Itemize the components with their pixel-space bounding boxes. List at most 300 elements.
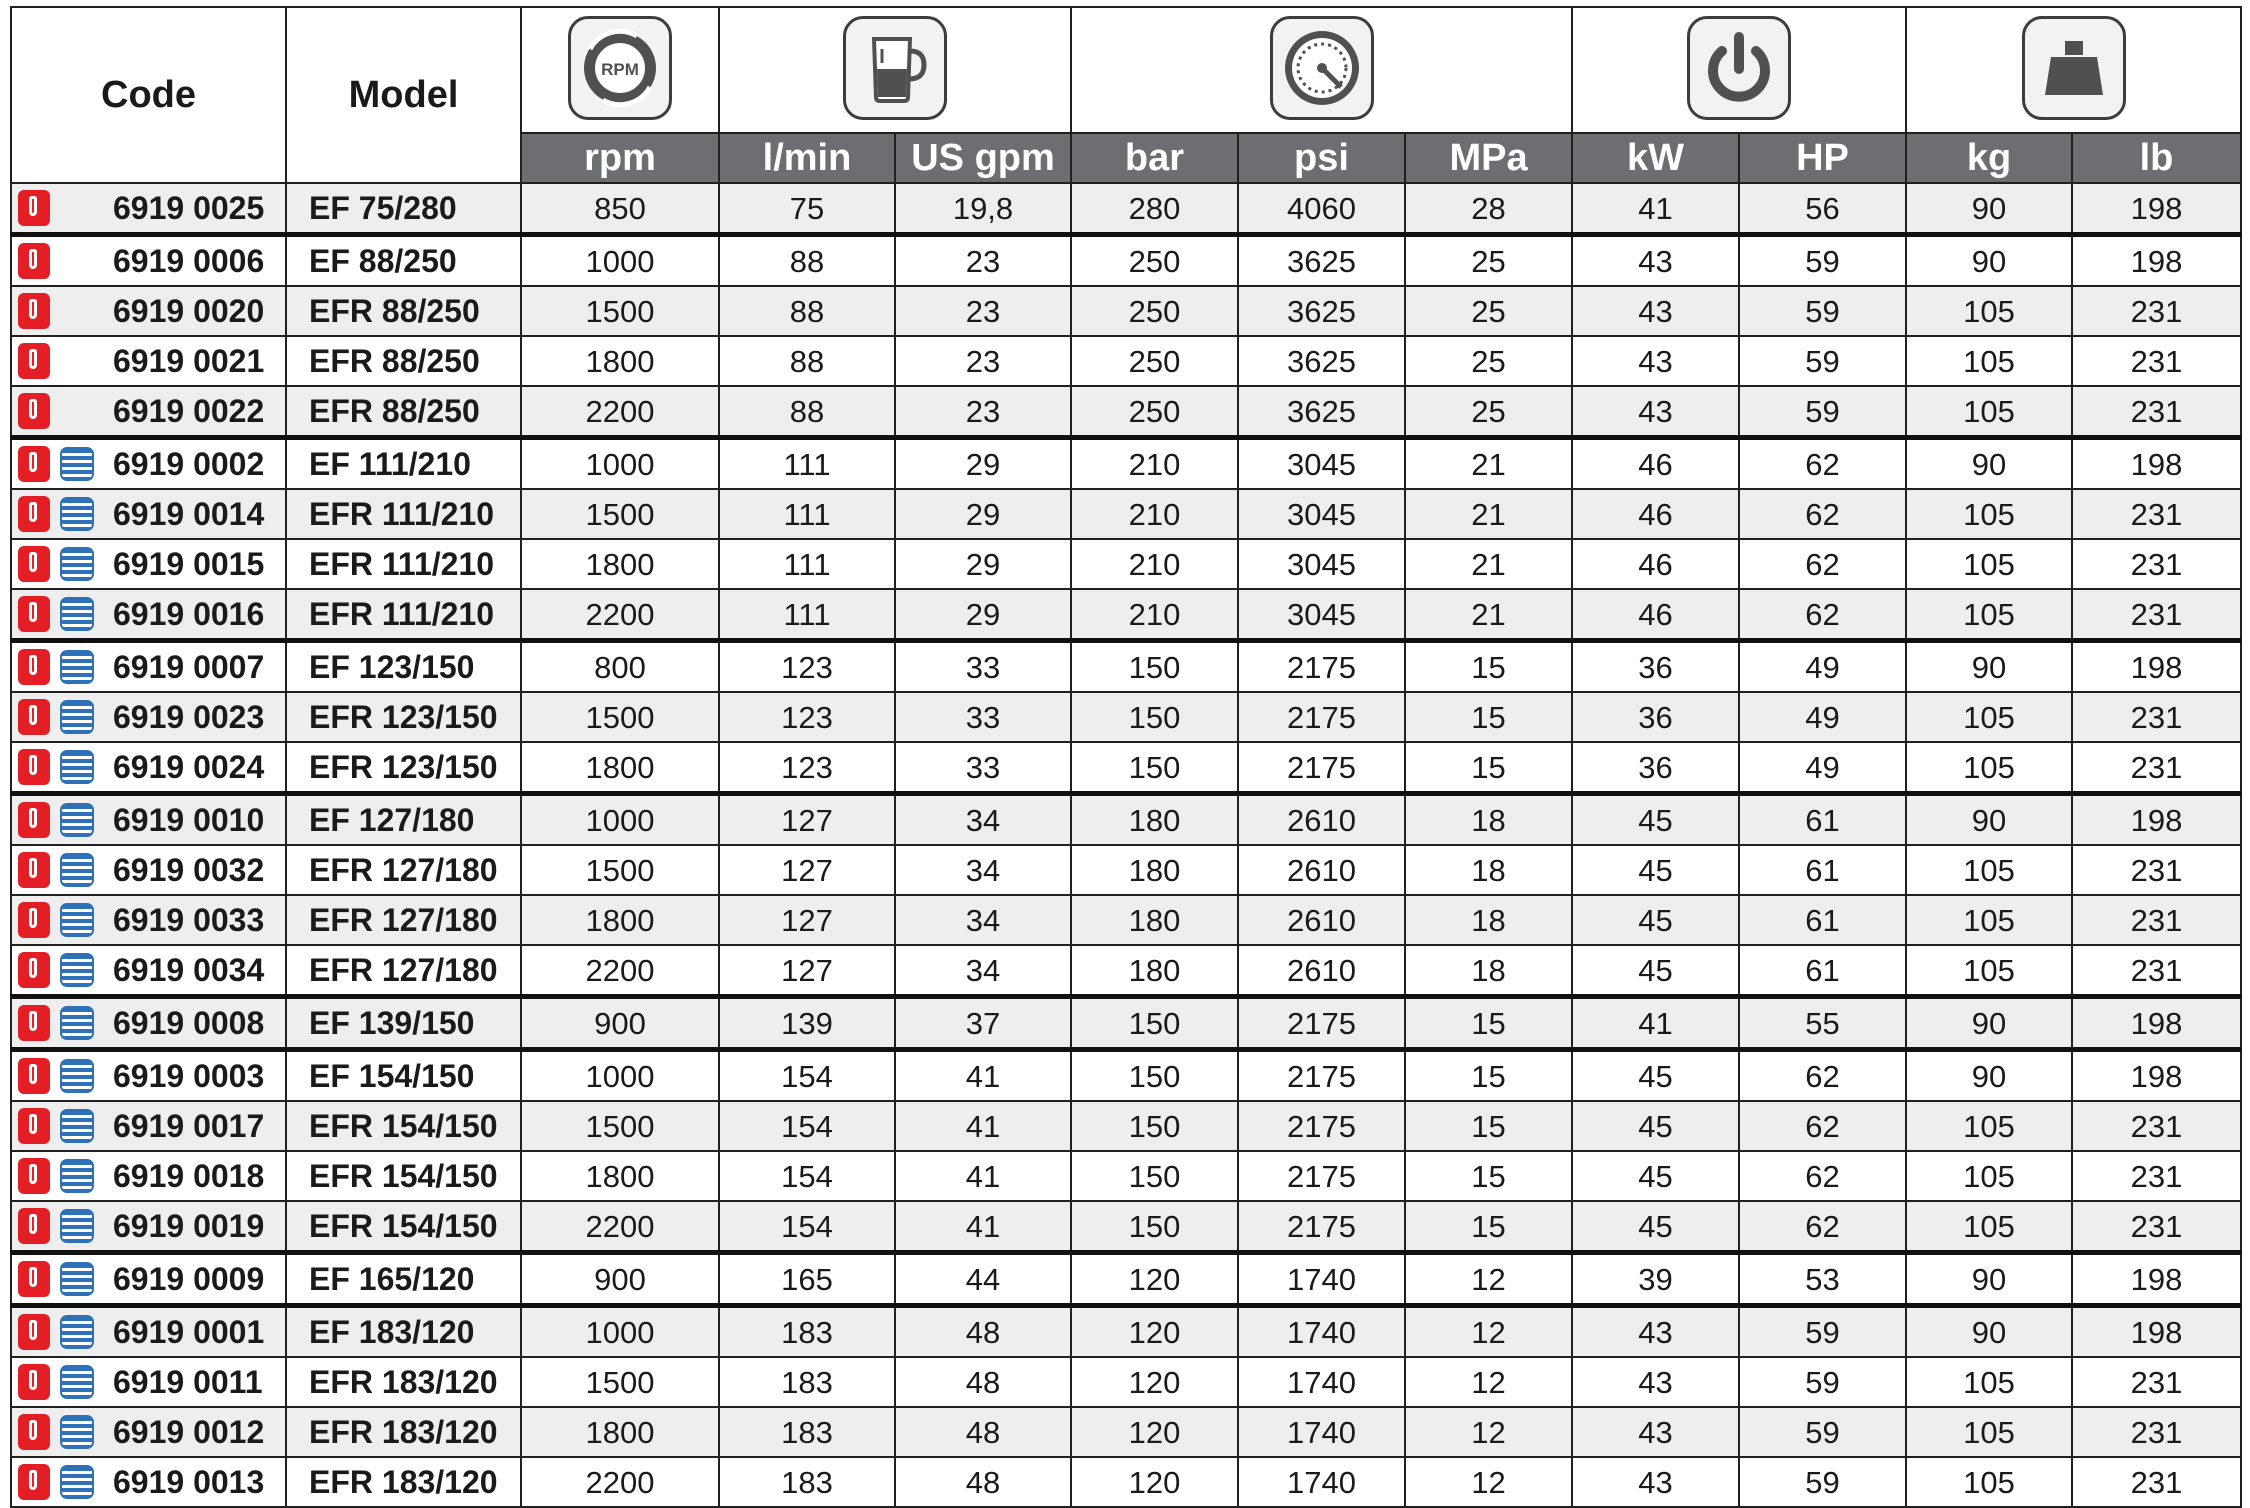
table-row: [11, 1457, 2241, 1507]
pressure-mpa-cell: 15: [1405, 1050, 1572, 1102]
power-kw-cell: 43: [1572, 286, 1739, 336]
flow-gpm-cell: 48: [895, 1407, 1071, 1457]
table-row: [11, 1306, 2241, 1358]
hot-water-icon: [18, 343, 50, 379]
cold-water-icon: [60, 1365, 94, 1399]
power-hp-cell: 61: [1739, 895, 1906, 945]
water-jug-icon: [843, 16, 947, 120]
cold-water-icon: [60, 750, 94, 784]
power-kw-cell: 36: [1572, 692, 1739, 742]
weight-kg-cell: 90: [1906, 1050, 2072, 1102]
rpm-icon: [568, 16, 672, 120]
code-text: 6919 0006: [113, 243, 265, 279]
pressure-mpa-cell: 21: [1405, 489, 1572, 539]
weight-lb-cell: 231: [2072, 1101, 2241, 1151]
pressure-mpa-cell: 28: [1405, 183, 1572, 235]
flow-lmin-cell: 154: [719, 1151, 895, 1201]
code-text: 6919 0017: [113, 1108, 265, 1144]
unit-header: US gpm: [895, 133, 1071, 183]
weight-lb-cell: 231: [2072, 489, 2241, 539]
pressure-mpa-cell: 21: [1405, 539, 1572, 589]
flow-lmin-cell: 183: [719, 1457, 895, 1507]
code-cell: [11, 1407, 286, 1457]
pressure-psi-cell: 1740: [1238, 1357, 1405, 1407]
pressure-psi-cell: 1740: [1238, 1253, 1405, 1306]
table-row: [11, 945, 2241, 997]
power-kw-cell: 45: [1572, 845, 1739, 895]
power-kw-cell: 46: [1572, 539, 1739, 589]
weight-kg-cell: 105: [1906, 1151, 2072, 1201]
pressure-psi-cell: 3045: [1238, 489, 1405, 539]
rpm-cell: 1500: [521, 845, 719, 895]
cold-water-icon: [60, 1109, 94, 1143]
code-text: 6919 0003: [113, 1058, 265, 1094]
pressure-mpa-cell: 21: [1405, 589, 1572, 641]
rpm-cell: 1500: [521, 1101, 719, 1151]
hot-water-icon: [18, 699, 50, 735]
spec-table: [10, 6, 2242, 1508]
cold-water-icon: [60, 497, 94, 531]
cold-water-icon: [60, 953, 94, 987]
rpm-cell: 1800: [521, 1151, 719, 1201]
pressure-mpa-cell: 18: [1405, 794, 1572, 846]
flow-lmin-cell: 123: [719, 742, 895, 794]
rpm-cell: 850: [521, 183, 719, 235]
model-cell: EF 165/120: [286, 1253, 521, 1306]
pressure-psi-cell: 3045: [1238, 539, 1405, 589]
weight-lb-cell: 231: [2072, 1357, 2241, 1407]
flow-gpm-cell: 33: [895, 742, 1071, 794]
power-hp-cell: 59: [1739, 336, 1906, 386]
pressure-psi-cell: 3625: [1238, 386, 1405, 438]
hot-water-icon: [18, 802, 50, 838]
unit-header: lb: [2072, 133, 2241, 183]
cold-water-icon: [60, 1059, 94, 1093]
pressure-mpa-cell: 15: [1405, 1151, 1572, 1201]
power-hp-cell: 49: [1739, 641, 1906, 693]
rpm-cell: 2200: [521, 1201, 719, 1253]
pressure-psi-cell: 3625: [1238, 286, 1405, 336]
weight-kg-cell: 105: [1906, 945, 2072, 997]
pressure-bar-cell: 180: [1071, 945, 1238, 997]
weight-kg-cell: 105: [1906, 539, 2072, 589]
code-cell: [11, 1151, 286, 1201]
table-row: [11, 794, 2241, 846]
power-kw-cell: 36: [1572, 641, 1739, 693]
hot-water-icon: [18, 952, 50, 988]
code-cell: [11, 794, 286, 846]
code-text: 6919 0018: [113, 1158, 265, 1194]
rpm-cell: 1000: [521, 235, 719, 287]
hot-water-icon: [18, 649, 50, 685]
weight-lb-cell: 198: [2072, 438, 2241, 490]
cold-water-icon: [60, 1465, 94, 1499]
model-cell: EFR 88/250: [286, 336, 521, 386]
flow-gpm-cell: 23: [895, 336, 1071, 386]
model-cell: EFR 88/250: [286, 286, 521, 336]
weight-lb-cell: 198: [2072, 794, 2241, 846]
power-kw-cell: 43: [1572, 336, 1739, 386]
pressure-psi-cell: 2175: [1238, 997, 1405, 1050]
table-row: [11, 286, 2241, 336]
weight-kg-cell: 105: [1906, 1407, 2072, 1457]
power-icon: [1687, 16, 1791, 120]
model-cell: EFR 111/210: [286, 539, 521, 589]
power-hp-cell: 62: [1739, 489, 1906, 539]
flow-gpm-cell: 41: [895, 1101, 1071, 1151]
pressure-bar-cell: 120: [1071, 1407, 1238, 1457]
weight-kg-cell: 105: [1906, 386, 2072, 438]
code-header: Code: [11, 7, 286, 183]
weight-lb-cell: 231: [2072, 386, 2241, 438]
table-body: [11, 183, 2241, 1507]
weight-kg-cell: 105: [1906, 489, 2072, 539]
flow-lmin-cell: 123: [719, 692, 895, 742]
pressure-bar-cell: 180: [1071, 794, 1238, 846]
code-text: 6919 0008: [113, 1005, 265, 1041]
code-text: 6919 0001: [113, 1314, 265, 1350]
unit-header: HP: [1739, 133, 1906, 183]
code-text: 6919 0012: [113, 1414, 265, 1450]
power-hp-cell: 49: [1739, 742, 1906, 794]
table-row: [11, 183, 2241, 235]
code-cell: [11, 539, 286, 589]
pressure-bar-cell: 150: [1071, 997, 1238, 1050]
weight-lb-cell: 231: [2072, 1457, 2241, 1507]
weight-lb-cell: 198: [2072, 1306, 2241, 1358]
table-row: [11, 539, 2241, 589]
pressure-bar-cell: 210: [1071, 489, 1238, 539]
code-cell: [11, 692, 286, 742]
model-cell: EFR 127/180: [286, 945, 521, 997]
weight-kg-cell: 105: [1906, 1201, 2072, 1253]
flow-lmin-cell: 111: [719, 589, 895, 641]
model-cell: EFR 127/180: [286, 845, 521, 895]
flow-lmin-cell: 88: [719, 286, 895, 336]
flow-gpm-cell: 34: [895, 895, 1071, 945]
unit-header: bar: [1071, 133, 1238, 183]
pressure-bar-cell: 250: [1071, 386, 1238, 438]
code-cell: [11, 1306, 286, 1358]
unit-header: kg: [1906, 133, 2072, 183]
code-cell: [11, 1457, 286, 1507]
icon-header-row: [11, 7, 2241, 133]
code-text: 6919 0034: [113, 952, 265, 988]
flow-gpm-cell: 29: [895, 539, 1071, 589]
rpm-cell: 2200: [521, 386, 719, 438]
rpm-cell: 1500: [521, 286, 719, 336]
code-text: 6919 0007: [113, 649, 265, 685]
pressure-mpa-cell: 21: [1405, 438, 1572, 490]
power-hp-cell: 55: [1739, 997, 1906, 1050]
pressure-group-header: [1071, 7, 1572, 133]
hot-water-icon: [18, 1314, 50, 1350]
power-hp-cell: 62: [1739, 589, 1906, 641]
pressure-mpa-cell: 15: [1405, 1201, 1572, 1253]
code-text: 6919 0015: [113, 546, 265, 582]
hot-water-icon: [18, 1158, 50, 1194]
flow-lmin-cell: 75: [719, 183, 895, 235]
flow-gpm-cell: 23: [895, 286, 1071, 336]
rpm-cell: 900: [521, 1253, 719, 1306]
weight-lb-cell: 198: [2072, 997, 2241, 1050]
code-cell: [11, 589, 286, 641]
weight-kg-cell: 105: [1906, 895, 2072, 945]
flow-gpm-cell: 48: [895, 1357, 1071, 1407]
power-kw-cell: 45: [1572, 1201, 1739, 1253]
pressure-bar-cell: 210: [1071, 539, 1238, 589]
power-hp-cell: 59: [1739, 1407, 1906, 1457]
pressure-mpa-cell: 12: [1405, 1306, 1572, 1358]
flow-lmin-cell: 111: [719, 489, 895, 539]
unit-header: rpm: [521, 133, 719, 183]
weight-icon: [2022, 16, 2126, 120]
weight-kg-cell: 105: [1906, 742, 2072, 794]
power-kw-cell: 45: [1572, 794, 1739, 846]
weight-kg-cell: 90: [1906, 438, 2072, 490]
model-cell: EF 75/280: [286, 183, 521, 235]
weight-lb-cell: 231: [2072, 286, 2241, 336]
pressure-bar-cell: 250: [1071, 336, 1238, 386]
pressure-bar-cell: 280: [1071, 183, 1238, 235]
flow-lmin-cell: 154: [719, 1050, 895, 1102]
weight-lb-cell: 198: [2072, 641, 2241, 693]
pressure-mpa-cell: 18: [1405, 895, 1572, 945]
power-kw-cell: 45: [1572, 895, 1739, 945]
pressure-psi-cell: 2175: [1238, 692, 1405, 742]
table-row: [11, 489, 2241, 539]
weight-group-header: [1906, 7, 2241, 133]
flow-gpm-cell: 37: [895, 997, 1071, 1050]
flow-gpm-cell: 34: [895, 945, 1071, 997]
flow-gpm-cell: 41: [895, 1201, 1071, 1253]
code-text: 6919 0019: [113, 1208, 265, 1244]
rpm-cell: 1800: [521, 336, 719, 386]
rpm-cell: 1500: [521, 692, 719, 742]
code-cell: [11, 489, 286, 539]
code-text: 6919 0021: [113, 343, 265, 379]
weight-lb-cell: 198: [2072, 1050, 2241, 1102]
code-text: 6919 0022: [113, 393, 265, 429]
weight-lb-cell: 231: [2072, 742, 2241, 794]
flow-lmin-cell: 183: [719, 1407, 895, 1457]
flow-lmin-cell: 183: [719, 1357, 895, 1407]
model-cell: EFR 183/120: [286, 1457, 521, 1507]
power-hp-cell: 62: [1739, 1101, 1906, 1151]
power-hp-cell: 59: [1739, 1357, 1906, 1407]
code-text: 6919 0002: [113, 446, 265, 482]
hot-water-icon: [18, 446, 50, 482]
weight-kg-cell: 90: [1906, 1253, 2072, 1306]
pressure-mpa-cell: 15: [1405, 742, 1572, 794]
weight-kg-cell: 105: [1906, 845, 2072, 895]
code-cell: [11, 386, 286, 438]
rpm-cell: 1500: [521, 1357, 719, 1407]
model-header: Model: [286, 7, 521, 183]
code-text: 6919 0016: [113, 596, 265, 632]
code-cell: [11, 183, 286, 235]
weight-lb-cell: 198: [2072, 183, 2241, 235]
pressure-psi-cell: 2175: [1238, 641, 1405, 693]
power-hp-cell: 62: [1739, 539, 1906, 589]
model-cell: EF 183/120: [286, 1306, 521, 1358]
power-hp-cell: 53: [1739, 1253, 1906, 1306]
pressure-bar-cell: 150: [1071, 742, 1238, 794]
rpm-cell: 1500: [521, 489, 719, 539]
hot-water-icon: [18, 852, 50, 888]
flow-gpm-cell: 34: [895, 794, 1071, 846]
flow-gpm-cell: 29: [895, 489, 1071, 539]
code-cell: [11, 1253, 286, 1306]
hot-water-icon: [18, 293, 50, 329]
flow-gpm-cell: 33: [895, 692, 1071, 742]
rpm-cell: 1800: [521, 742, 719, 794]
pressure-bar-cell: 210: [1071, 438, 1238, 490]
table-row: [11, 386, 2241, 438]
flow-lmin-cell: 111: [719, 539, 895, 589]
code-text: 6919 0011: [113, 1364, 263, 1400]
hot-water-icon: [18, 393, 50, 429]
svg-text:RPM: RPM: [601, 59, 639, 79]
power-kw-cell: 36: [1572, 742, 1739, 794]
power-kw-cell: 43: [1572, 235, 1739, 287]
power-hp-cell: 59: [1739, 286, 1906, 336]
code-cell: [11, 1050, 286, 1102]
power-kw-cell: 43: [1572, 1407, 1739, 1457]
code-text: 6919 0024: [113, 749, 265, 785]
pressure-bar-cell: 250: [1071, 235, 1238, 287]
flow-gpm-cell: 48: [895, 1457, 1071, 1507]
rpm-cell: 1800: [521, 539, 719, 589]
weight-kg-cell: 90: [1906, 183, 2072, 235]
model-cell: EFR 123/150: [286, 692, 521, 742]
table-row: [11, 692, 2241, 742]
power-kw-cell: 41: [1572, 183, 1739, 235]
power-hp-cell: 61: [1739, 794, 1906, 846]
code-text: 6919 0025: [113, 190, 265, 226]
pressure-bar-cell: 150: [1071, 1050, 1238, 1102]
hot-water-icon: [18, 1108, 50, 1144]
power-kw-cell: 43: [1572, 386, 1739, 438]
unit-header: l/min: [719, 133, 895, 183]
flow-lmin-cell: 165: [719, 1253, 895, 1306]
cold-water-icon: [60, 853, 94, 887]
code-cell: [11, 1357, 286, 1407]
hot-water-icon: [18, 1058, 50, 1094]
pressure-psi-cell: 2175: [1238, 742, 1405, 794]
flow-gpm-cell: 23: [895, 235, 1071, 287]
hot-water-icon: [18, 1208, 50, 1244]
weight-kg-cell: 90: [1906, 997, 2072, 1050]
flow-lmin-cell: 154: [719, 1101, 895, 1151]
power-kw-cell: 43: [1572, 1306, 1739, 1358]
table-row: [11, 1201, 2241, 1253]
table-row: [11, 336, 2241, 386]
flow-gpm-cell: 23: [895, 386, 1071, 438]
hot-water-icon: [18, 190, 50, 226]
pressure-mpa-cell: 15: [1405, 997, 1572, 1050]
weight-kg-cell: 105: [1906, 1457, 2072, 1507]
power-hp-cell: 59: [1739, 235, 1906, 287]
cold-water-icon: [60, 1209, 94, 1243]
code-text: 6919 0023: [113, 699, 265, 735]
power-hp-cell: 59: [1739, 1306, 1906, 1358]
flow-lmin-cell: 127: [719, 945, 895, 997]
flow-lmin-cell: 183: [719, 1306, 895, 1358]
model-cell: EF 127/180: [286, 794, 521, 846]
pressure-bar-cell: 180: [1071, 845, 1238, 895]
weight-kg-cell: 105: [1906, 1101, 2072, 1151]
weight-kg-cell: 105: [1906, 286, 2072, 336]
weight-lb-cell: 231: [2072, 336, 2241, 386]
model-cell: EFR 111/210: [286, 589, 521, 641]
pressure-psi-cell: 2175: [1238, 1201, 1405, 1253]
code-cell: [11, 997, 286, 1050]
weight-lb-cell: 231: [2072, 945, 2241, 997]
flow-lmin-cell: 127: [719, 895, 895, 945]
code-text: 6919 0013: [113, 1464, 265, 1500]
pressure-psi-cell: 1740: [1238, 1407, 1405, 1457]
power-hp-cell: 59: [1739, 386, 1906, 438]
pressure-bar-cell: 150: [1071, 692, 1238, 742]
pressure-psi-cell: 2610: [1238, 845, 1405, 895]
flow-lmin-cell: 123: [719, 641, 895, 693]
rpm-cell: 1000: [521, 794, 719, 846]
flow-gpm-cell: 48: [895, 1306, 1071, 1358]
code-cell: [11, 235, 286, 287]
pressure-bar-cell: 150: [1071, 1101, 1238, 1151]
code-cell: [11, 336, 286, 386]
code-cell: [11, 641, 286, 693]
power-hp-cell: 61: [1739, 945, 1906, 997]
power-kw-cell: 41: [1572, 997, 1739, 1050]
unit-header: kW: [1572, 133, 1739, 183]
flow-gpm-cell: 34: [895, 845, 1071, 895]
pressure-mpa-cell: 15: [1405, 641, 1572, 693]
rpm-cell: 900: [521, 997, 719, 1050]
cold-water-icon: [60, 1315, 94, 1349]
flow-lmin-cell: 139: [719, 997, 895, 1050]
table-row: [11, 1253, 2241, 1306]
pressure-bar-cell: 180: [1071, 895, 1238, 945]
weight-kg-cell: 90: [1906, 794, 2072, 846]
pressure-mpa-cell: 12: [1405, 1407, 1572, 1457]
code-text: 6919 0032: [113, 852, 265, 888]
weight-kg-cell: 105: [1906, 589, 2072, 641]
cold-water-icon: [60, 650, 94, 684]
pressure-mpa-cell: 25: [1405, 336, 1572, 386]
pressure-bar-cell: 150: [1071, 1201, 1238, 1253]
weight-kg-cell: 90: [1906, 641, 2072, 693]
weight-lb-cell: 231: [2072, 692, 2241, 742]
pressure-psi-cell: 2175: [1238, 1151, 1405, 1201]
flow-gpm-cell: 41: [895, 1151, 1071, 1201]
hot-water-icon: [18, 902, 50, 938]
weight-lb-cell: 231: [2072, 845, 2241, 895]
code-text: 6919 0033: [113, 902, 265, 938]
pressure-bar-cell: 120: [1071, 1306, 1238, 1358]
cold-water-icon: [60, 903, 94, 937]
power-hp-cell: 56: [1739, 183, 1906, 235]
pressure-psi-cell: 2610: [1238, 945, 1405, 997]
hot-water-icon: [18, 546, 50, 582]
flow-lmin-cell: 127: [719, 794, 895, 846]
pressure-psi-cell: 4060: [1238, 183, 1405, 235]
pressure-bar-cell: 120: [1071, 1357, 1238, 1407]
pressure-psi-cell: 3625: [1238, 336, 1405, 386]
pressure-mpa-cell: 25: [1405, 235, 1572, 287]
pressure-mpa-cell: 12: [1405, 1457, 1572, 1507]
